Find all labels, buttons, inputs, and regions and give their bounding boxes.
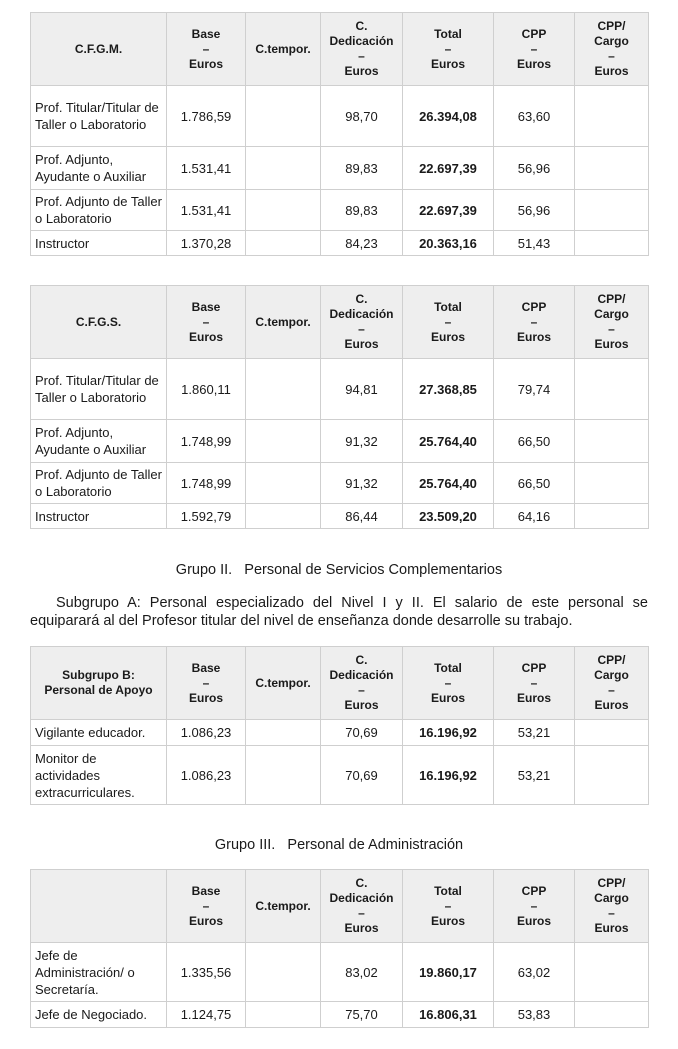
column-header-base: Base – Euros <box>167 647 246 720</box>
table-row <box>31 943 649 1002</box>
cell-cargo <box>575 86 649 147</box>
table-title: C.F.G.M. <box>31 13 167 86</box>
column-header-cargo: CPP/ Cargo – Euros <box>575 13 649 86</box>
cell-ctempor <box>246 147 321 190</box>
row-label: Jefe de Administración/ o Secretaría. <box>31 943 167 1002</box>
salary-table-cfgs <box>30 285 649 529</box>
column-header-ctempor: C.tempor. <box>246 647 321 720</box>
cell-total: 19.860,17 <box>403 943 494 1002</box>
table-row <box>31 147 649 190</box>
column-header-cargo: CPP/ Cargo – Euros <box>575 647 649 720</box>
table-row <box>31 463 649 504</box>
cell-dedicacion: 70,69 <box>321 720 403 746</box>
cell-dedicacion: 98,70 <box>321 86 403 147</box>
cell-cpp: 66,50 <box>494 463 575 504</box>
row-label: Prof. Adjunto, Ayudante o Auxiliar <box>31 147 167 190</box>
cell-dedicacion: 84,23 <box>321 231 403 256</box>
cell-dedicacion: 89,83 <box>321 190 403 231</box>
cell-cargo <box>575 231 649 256</box>
subgrupo-a-paragraph: Subgrupo A: Personal especializado del Nivel I y II. El salario de este personal se equiparará al del Profesor titular del nivel de enseñanza donde desarrolle su trabajo. <box>30 595 648 629</box>
cell-base: 1.786,59 <box>167 86 246 147</box>
cell-ctempor <box>246 420 321 463</box>
cell-total: 22.697,39 <box>403 190 494 231</box>
column-header-base: Base – Euros <box>167 286 246 359</box>
cell-base: 1.370,28 <box>167 231 246 256</box>
cell-dedicacion: 94,81 <box>321 359 403 420</box>
cell-base: 1.748,99 <box>167 420 246 463</box>
cell-cargo <box>575 720 649 746</box>
cell-base: 1.086,23 <box>167 720 246 746</box>
table-title: Subgrupo B: Personal de Apoyo <box>31 647 167 720</box>
cell-cargo <box>575 190 649 231</box>
column-header-ctempor: C.tempor. <box>246 870 321 943</box>
cell-total: 22.697,39 <box>403 147 494 190</box>
grupo-iii-heading: Grupo III. Personal de Administración <box>214 837 464 853</box>
row-label: Prof. Adjunto de Taller o Laboratorio <box>31 190 167 231</box>
cell-base: 1.124,75 <box>167 1002 246 1028</box>
table-row <box>31 420 649 463</box>
cell-base: 1.592,79 <box>167 504 246 529</box>
salary-table-personal-apoyo <box>30 646 649 805</box>
cell-dedicacion: 91,32 <box>321 420 403 463</box>
table-title <box>31 870 167 943</box>
column-header-cargo: CPP/ Cargo – Euros <box>575 870 649 943</box>
cell-cargo <box>575 147 649 190</box>
cell-dedicacion: 70,69 <box>321 746 403 805</box>
cell-total: 25.764,40 <box>403 463 494 504</box>
column-header-cpp: CPP – Euros <box>494 13 575 86</box>
cell-cargo <box>575 420 649 463</box>
table-title: C.F.G.S. <box>31 286 167 359</box>
cell-cargo <box>575 504 649 529</box>
row-label: Instructor <box>31 231 167 256</box>
cell-ctempor <box>246 1002 321 1028</box>
cell-ctempor <box>246 86 321 147</box>
row-label: Vigilante educador. <box>31 720 167 746</box>
cell-cpp: 53,21 <box>494 720 575 746</box>
row-label: Prof. Adjunto, Ayudante o Auxiliar <box>31 420 167 463</box>
column-header-dedicacion: C. Dedicación – Euros <box>321 13 403 86</box>
cell-cpp: 56,96 <box>494 190 575 231</box>
row-label: Prof. Titular/Titular de Taller o Laboratorio <box>31 86 167 147</box>
cell-cargo <box>575 746 649 805</box>
column-header-dedicacion: C. Dedicación – Euros <box>321 647 403 720</box>
row-label: Prof. Titular/Titular de Taller o Laboratorio <box>31 359 167 420</box>
cell-cpp: 51,43 <box>494 231 575 256</box>
cell-ctempor <box>246 746 321 805</box>
cell-ctempor <box>246 943 321 1002</box>
cell-dedicacion: 89,83 <box>321 147 403 190</box>
column-header-cpp: CPP – Euros <box>494 647 575 720</box>
table-row <box>31 746 649 805</box>
table-row <box>31 720 649 746</box>
row-label: Jefe de Negociado. <box>31 1002 167 1028</box>
cell-total: 16.806,31 <box>403 1002 494 1028</box>
column-header-cargo: CPP/ Cargo – Euros <box>575 286 649 359</box>
cell-cargo <box>575 943 649 1002</box>
cell-ctempor <box>246 504 321 529</box>
column-header-total: Total – Euros <box>403 13 494 86</box>
cell-ctempor <box>246 231 321 256</box>
grupo-ii-heading: Grupo II. Personal de Servicios Complementarios <box>175 562 503 578</box>
cell-cpp: 56,96 <box>494 147 575 190</box>
cell-dedicacion: 75,70 <box>321 1002 403 1028</box>
column-header-total: Total – Euros <box>403 286 494 359</box>
column-header-base: Base – Euros <box>167 13 246 86</box>
row-label: Prof. Adjunto de Taller o Laboratorio <box>31 463 167 504</box>
cell-dedicacion: 83,02 <box>321 943 403 1002</box>
row-label: Instructor <box>31 504 167 529</box>
cell-total: 25.764,40 <box>403 420 494 463</box>
cell-base: 1.531,41 <box>167 190 246 231</box>
cell-total: 26.394,08 <box>403 86 494 147</box>
cell-cpp: 63,60 <box>494 86 575 147</box>
cell-base: 1.531,41 <box>167 147 246 190</box>
column-header-total: Total – Euros <box>403 870 494 943</box>
cell-base: 1.086,23 <box>167 746 246 805</box>
column-header-dedicacion: C. Dedicación – Euros <box>321 870 403 943</box>
cell-total: 16.196,92 <box>403 720 494 746</box>
cell-cpp: 53,21 <box>494 746 575 805</box>
column-header-dedicacion: C. Dedicación – Euros <box>321 286 403 359</box>
column-header-ctempor: C.tempor. <box>246 13 321 86</box>
cell-total: 20.363,16 <box>403 231 494 256</box>
cell-ctempor <box>246 463 321 504</box>
cell-total: 27.368,85 <box>403 359 494 420</box>
cell-ctempor <box>246 359 321 420</box>
cell-cpp: 66,50 <box>494 420 575 463</box>
column-header-total: Total – Euros <box>403 647 494 720</box>
cell-cpp: 64,16 <box>494 504 575 529</box>
column-header-base: Base – Euros <box>167 870 246 943</box>
salary-table-cfgm <box>30 12 649 256</box>
table-header-row <box>31 286 649 359</box>
cell-cargo <box>575 1002 649 1028</box>
cell-base: 1.860,11 <box>167 359 246 420</box>
table-row <box>31 86 649 147</box>
column-header-cpp: CPP – Euros <box>494 870 575 943</box>
cell-dedicacion: 86,44 <box>321 504 403 529</box>
cell-cpp: 63,02 <box>494 943 575 1002</box>
cell-ctempor <box>246 190 321 231</box>
row-label: Monitor de actividades extracurriculares. <box>31 746 167 805</box>
table-row <box>31 190 649 231</box>
cell-dedicacion: 91,32 <box>321 463 403 504</box>
cell-base: 1.335,56 <box>167 943 246 1002</box>
table-row <box>31 359 649 420</box>
column-header-cpp: CPP – Euros <box>494 286 575 359</box>
cell-total: 23.509,20 <box>403 504 494 529</box>
table-header-row <box>31 870 649 943</box>
table-row <box>31 231 649 256</box>
cell-cpp: 53,83 <box>494 1002 575 1028</box>
cell-ctempor <box>246 720 321 746</box>
table-header-row <box>31 13 649 86</box>
cell-cargo <box>575 359 649 420</box>
table-row <box>31 504 649 529</box>
column-header-ctempor: C.tempor. <box>246 286 321 359</box>
cell-cpp: 79,74 <box>494 359 575 420</box>
cell-cargo <box>575 463 649 504</box>
table-row <box>31 1002 649 1028</box>
cell-base: 1.748,99 <box>167 463 246 504</box>
table-header-row <box>31 647 649 720</box>
salary-table-administracion <box>30 869 649 1028</box>
cell-total: 16.196,92 <box>403 746 494 805</box>
